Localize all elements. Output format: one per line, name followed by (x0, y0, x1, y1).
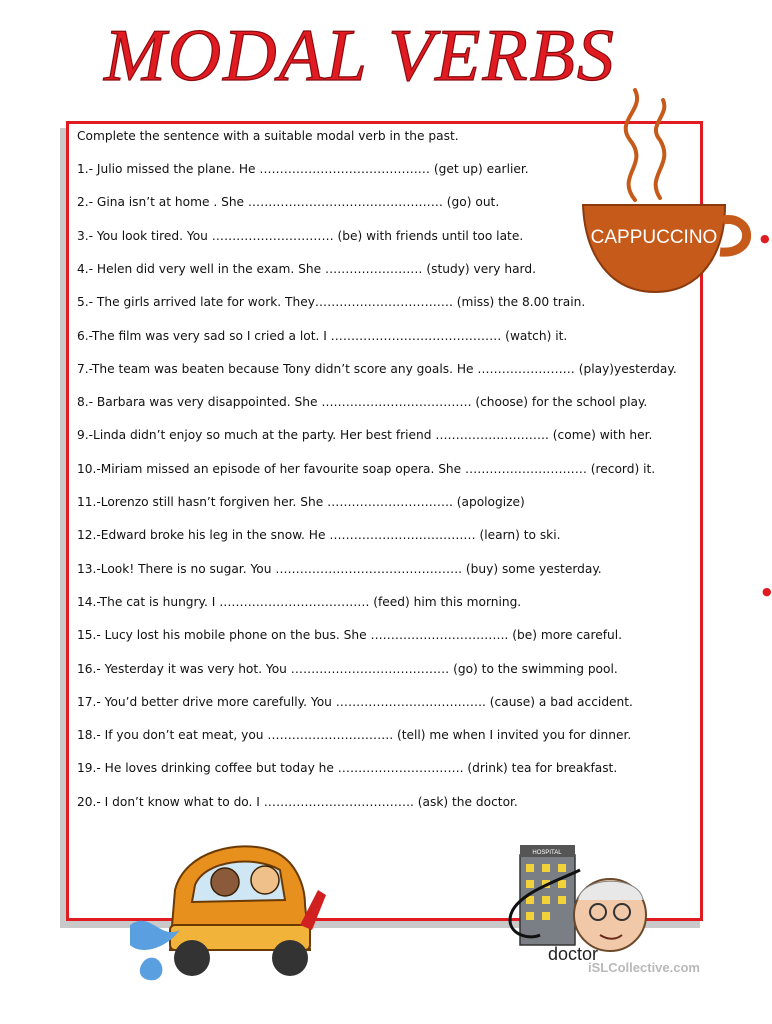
sentence-item: 14.-The cat is hungry. I ………………………………. (feed) him this morning. (77, 594, 522, 609)
sentence-item: 2.- Gina isn’t at home . She ………………………………………… (go) out. (77, 195, 500, 210)
sentence-item: 13.-Look! There is no sugar. You ………………………………………. (buy) some yesterday. (77, 561, 602, 576)
doctor-label: doctor (548, 944, 599, 964)
sentence-item: 7.-The team was beaten because Tony didn’t score any goals. He …………………… (play)yesterday. (77, 361, 677, 376)
wheel-icon (174, 940, 210, 976)
water-splash-icon (140, 958, 163, 981)
cup-label: CAPPUCCINO (590, 227, 718, 248)
wheel-icon (272, 940, 308, 976)
cappuccino-cup-illustration (575, 80, 770, 300)
sentence-item: 17.- You’d better drive more carefully. You ………………………………. (cause) a bad accident. (77, 694, 633, 709)
cup-body (583, 205, 725, 292)
sentence-item: 15.- Lucy lost his mobile phone on the bus. She ……………………………. (be) more careful. (77, 628, 623, 643)
instructions: Complete the sentence with a suitable modal verb in the past. (77, 129, 459, 143)
edge-mark: ● (762, 585, 772, 598)
sentence-item: 12.-Edward broke his leg in the snow. He ……………………………… (learn) to ski. (77, 528, 561, 543)
sentence-item: 16.- Yesterday it was very hot. You ………………………………… (go) to the swimming pool. (77, 661, 618, 676)
edge-mark: ● (760, 232, 770, 245)
sentence-item: 11.-Lorenzo still hasn’t forgiven her. She …………………………. (apologize) (77, 495, 525, 509)
sentence-item: 20.- I don’t know what to do. I ………………………………. (ask) the doctor. (77, 794, 518, 809)
sentence-item: 4.- Helen did very well in the exam. She …………………… (study) very hard. (77, 261, 536, 276)
car-crash-illustration (130, 830, 340, 990)
worksheet-title (60, 10, 660, 100)
driver-head (211, 868, 239, 896)
hospital-label: HOSPITAL (532, 850, 562, 856)
sentence-item: 1.- Julio missed the plane. He …………………………………… (get up) earlier. (77, 162, 529, 176)
sentence-item: 5.- The girls arrived late for work. They……………………………. (miss) the 8.00 train. (77, 295, 586, 310)
title-text: MODAL VERBS (104, 15, 616, 97)
watermark: iSLCollective.com (588, 960, 700, 975)
sentence-item: 3.- You look tired. You ………………………… (be) with friends until too late. (77, 228, 524, 243)
passenger-head (251, 866, 279, 894)
sentence-item: 18.- If you don’t eat meat, you …………………………. (tell) me when I invited you for dinner. (77, 728, 632, 743)
sentence-item: 8.- Barbara was very disappointed. She ………………………………. (choose) for the school play. (77, 395, 648, 410)
sentence-item: 19.- He loves drinking coffee but today he …………………………. (drink) tea for breakfast. (77, 761, 618, 776)
sentence-item: 6.-The film was very sad so I cried a lot. I …………………………………… (watch) it. (77, 328, 568, 343)
sentence-item: 9.-Linda didn’t enjoy so much at the party. Her best friend ………………………. (come) with her. (77, 428, 653, 443)
sentence-item: 10.-Miriam missed an episode of her favourite soap opera. She ………………………… (record) it. (77, 461, 656, 476)
steam-icon (626, 90, 665, 200)
